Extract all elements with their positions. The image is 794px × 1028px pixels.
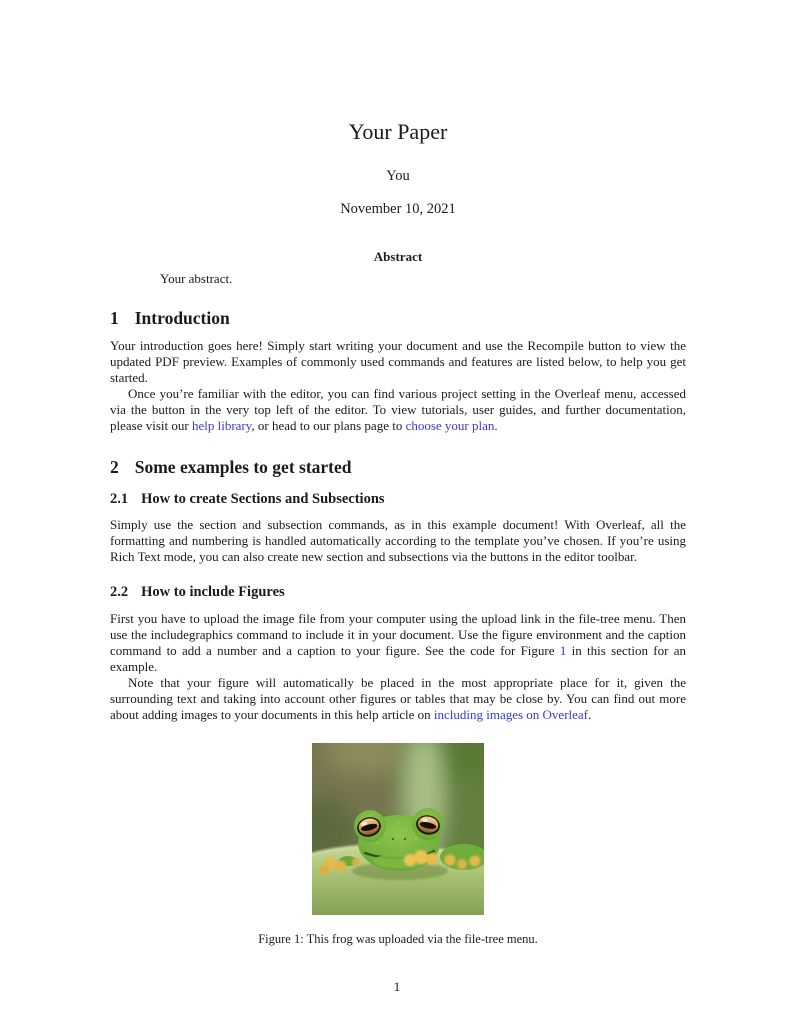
frog-photo bbox=[312, 743, 484, 915]
choose-your-plan-link[interactable]: choose your plan bbox=[405, 417, 495, 433]
section-2-2-paragraph-1 bbox=[110, 611, 686, 675]
abstract-text: Your abstract. bbox=[160, 270, 233, 286]
paper-date: November 10, 2021 bbox=[340, 200, 456, 217]
page-number: 1 bbox=[393, 979, 401, 994]
section-1-heading bbox=[110, 308, 686, 329]
section-2-1-heading bbox=[110, 491, 686, 508]
section-2-1-paragraph-1: Simply use the section and subsection commands, as in this example document! With Overleaf, all the formatting and numbering is handled automatically according to the template you’ve chosen. If you’re using Rich Text mode, you can also create new section and subsections via the buttons in the editor toolbar. bbox=[110, 517, 686, 565]
document-content bbox=[110, 0, 686, 947]
paragraph-text: Note that your figure will automatically be placed in the most appropriate place for it, given the surrounding text and taking into account other figures or tables that may be close by. You can find out more about adding images to your documents in this help article on bbox=[110, 674, 686, 722]
paragraph-text: Once you’re familiar with the editor, you can find various project setting in the Overleaf menu, accessed via the button in the very top left of the editor. To view tutorials, user guides, and further documentation, please visit our bbox=[110, 385, 686, 433]
section-1-paragraph-1: Your introduction goes here! Simply start writing your document and use the Recompile button to view the updated PDF preview. Examples of commonly used commands and features are listed below, to help you get started. bbox=[110, 337, 686, 385]
figure-1-ref-link[interactable]: 1 bbox=[559, 642, 567, 658]
figure-1-caption: Figure 1: This frog was uploaded via the file-tree menu. bbox=[258, 931, 538, 946]
section-2-2-heading bbox=[110, 584, 686, 601]
paper-author: You bbox=[386, 168, 410, 185]
frog-photo-illustration bbox=[312, 743, 484, 915]
paragraph-text: in this section for an example. bbox=[110, 642, 686, 674]
paragraph-text: First you have to upload the image file from your computer using the upload link in the file-tree menu. Then use the includegraphics command to include it in your document. Use the figure environment and the caption command to add a number and a caption to your figure. See the code for Figure bbox=[110, 610, 686, 658]
section-2-2-title: How to include Figures bbox=[141, 584, 285, 601]
section-2-2-paragraph-2 bbox=[110, 675, 686, 723]
paragraph-text: . bbox=[588, 706, 592, 722]
section-1-number: 1 bbox=[110, 307, 119, 328]
section-2-2-number: 2.2 bbox=[110, 584, 129, 601]
section-2-1-number: 2.1 bbox=[110, 490, 129, 507]
paper-title: Your Paper bbox=[348, 119, 448, 144]
section-1-paragraph-2 bbox=[110, 386, 686, 434]
section-2-number: 2 bbox=[110, 456, 119, 477]
paragraph-text: . bbox=[494, 417, 498, 433]
section-2-title: Some examples to get started bbox=[134, 456, 352, 477]
abstract-heading: Abstract bbox=[373, 249, 423, 265]
figure-1 bbox=[110, 743, 686, 948]
including-images-overleaf-link[interactable]: including images on Overleaf bbox=[433, 706, 589, 722]
section-1-title: Introduction bbox=[134, 307, 230, 328]
help-library-link[interactable]: help library bbox=[191, 417, 252, 433]
paragraph-text: , or head to our plans page to bbox=[251, 417, 406, 433]
section-2-heading bbox=[110, 457, 686, 478]
section-2-1-title: How to create Sections and Subsections bbox=[141, 490, 385, 507]
